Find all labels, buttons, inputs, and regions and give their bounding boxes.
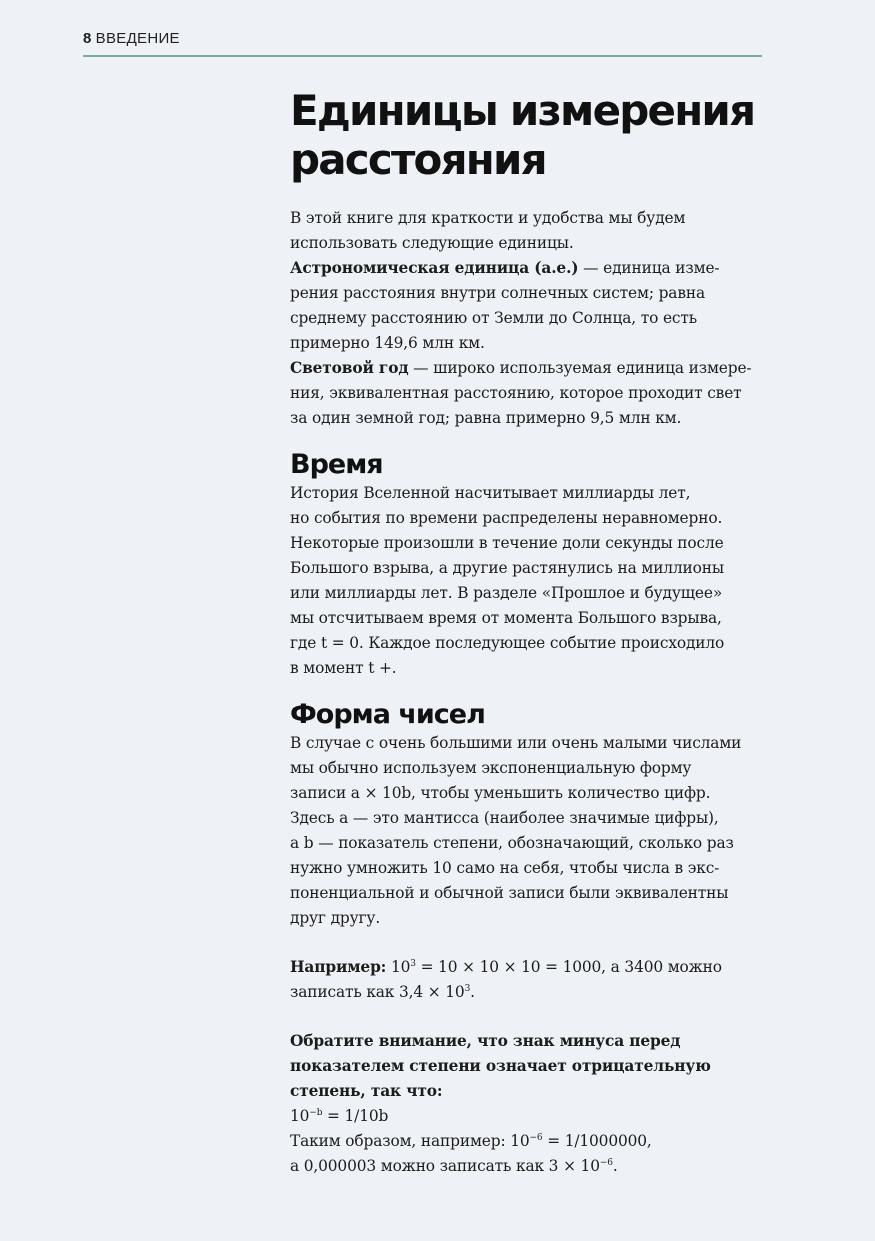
example-paragraph: Например: $10^3 = 10 \times 10 \times 10 = 1000$, а 3400 можно записать как $3,4 \times 10^3$. xyxy=(290,958,722,1001)
page-title: Единицы измерения расстояния xyxy=(290,86,755,184)
example-label: Например: xyxy=(290,958,387,976)
intro-paragraph: В этой книге для краткости и удобства мы будем использовать следующие единицы. Астрономическая единица (а.е.) — единица изме- рения расстояния внутри солнечных систем; равна среднему расстоянию от Земли до Солнца, то есть примерно 149,6 млн км. Световой год — широко используемая единица измере- ния, эквивалентная расстоянию, которое проходит свет за один земной год; равна примерно 9,5 млн км. xyxy=(290,209,752,427)
note-paragraph: Обратите внимание, что знак минуса перед показателем степени означает отрицательную степень, так что: $10^{-b} = 1/10b$ Таким образом, например: $10^{-6} = 1/1000000$, а 0,000003 можно записать как $3 \times 10^{-6}$. xyxy=(290,1032,711,1175)
time-heading: Время xyxy=(290,449,383,480)
running-header xyxy=(83,30,762,57)
section-title: ВВЕДЕНИЕ xyxy=(95,30,180,47)
time-paragraph: История Вселенной насчитывает миллиарды лет, но события по времени распределены неравномерно. Некоторые произошли в течение доли секунды после Большого взрыва, а другие растянулись на миллионы или миллиарды лет. В разделе «Прошлое и будущее» мы отсчитываем время от момента Большого взрыва, где t = 0. Каждое последующее событие происходило в момент t +. xyxy=(290,484,725,677)
au-term: Астрономическая единица (а.е.) xyxy=(290,259,579,277)
ly-term: Световой год xyxy=(290,359,409,377)
numbers-paragraph: В случае с очень большими или очень малыми числами мы обычно используем экспоненциальную форму записи a × 10b, чтобы уменьшить количество цифр. Здесь a — это мантисса (наиболее значимые цифры), a b — показатель степени, обозначающий, сколько раз нужно умножить 10 само на себя, чтобы числа в экс- поненциальной и обычной записи были эквивалентны друг другу. xyxy=(290,734,742,927)
page-number: 8 xyxy=(83,30,92,47)
main-column xyxy=(290,86,765,1179)
numbers-heading: Форма чисел xyxy=(290,699,485,730)
